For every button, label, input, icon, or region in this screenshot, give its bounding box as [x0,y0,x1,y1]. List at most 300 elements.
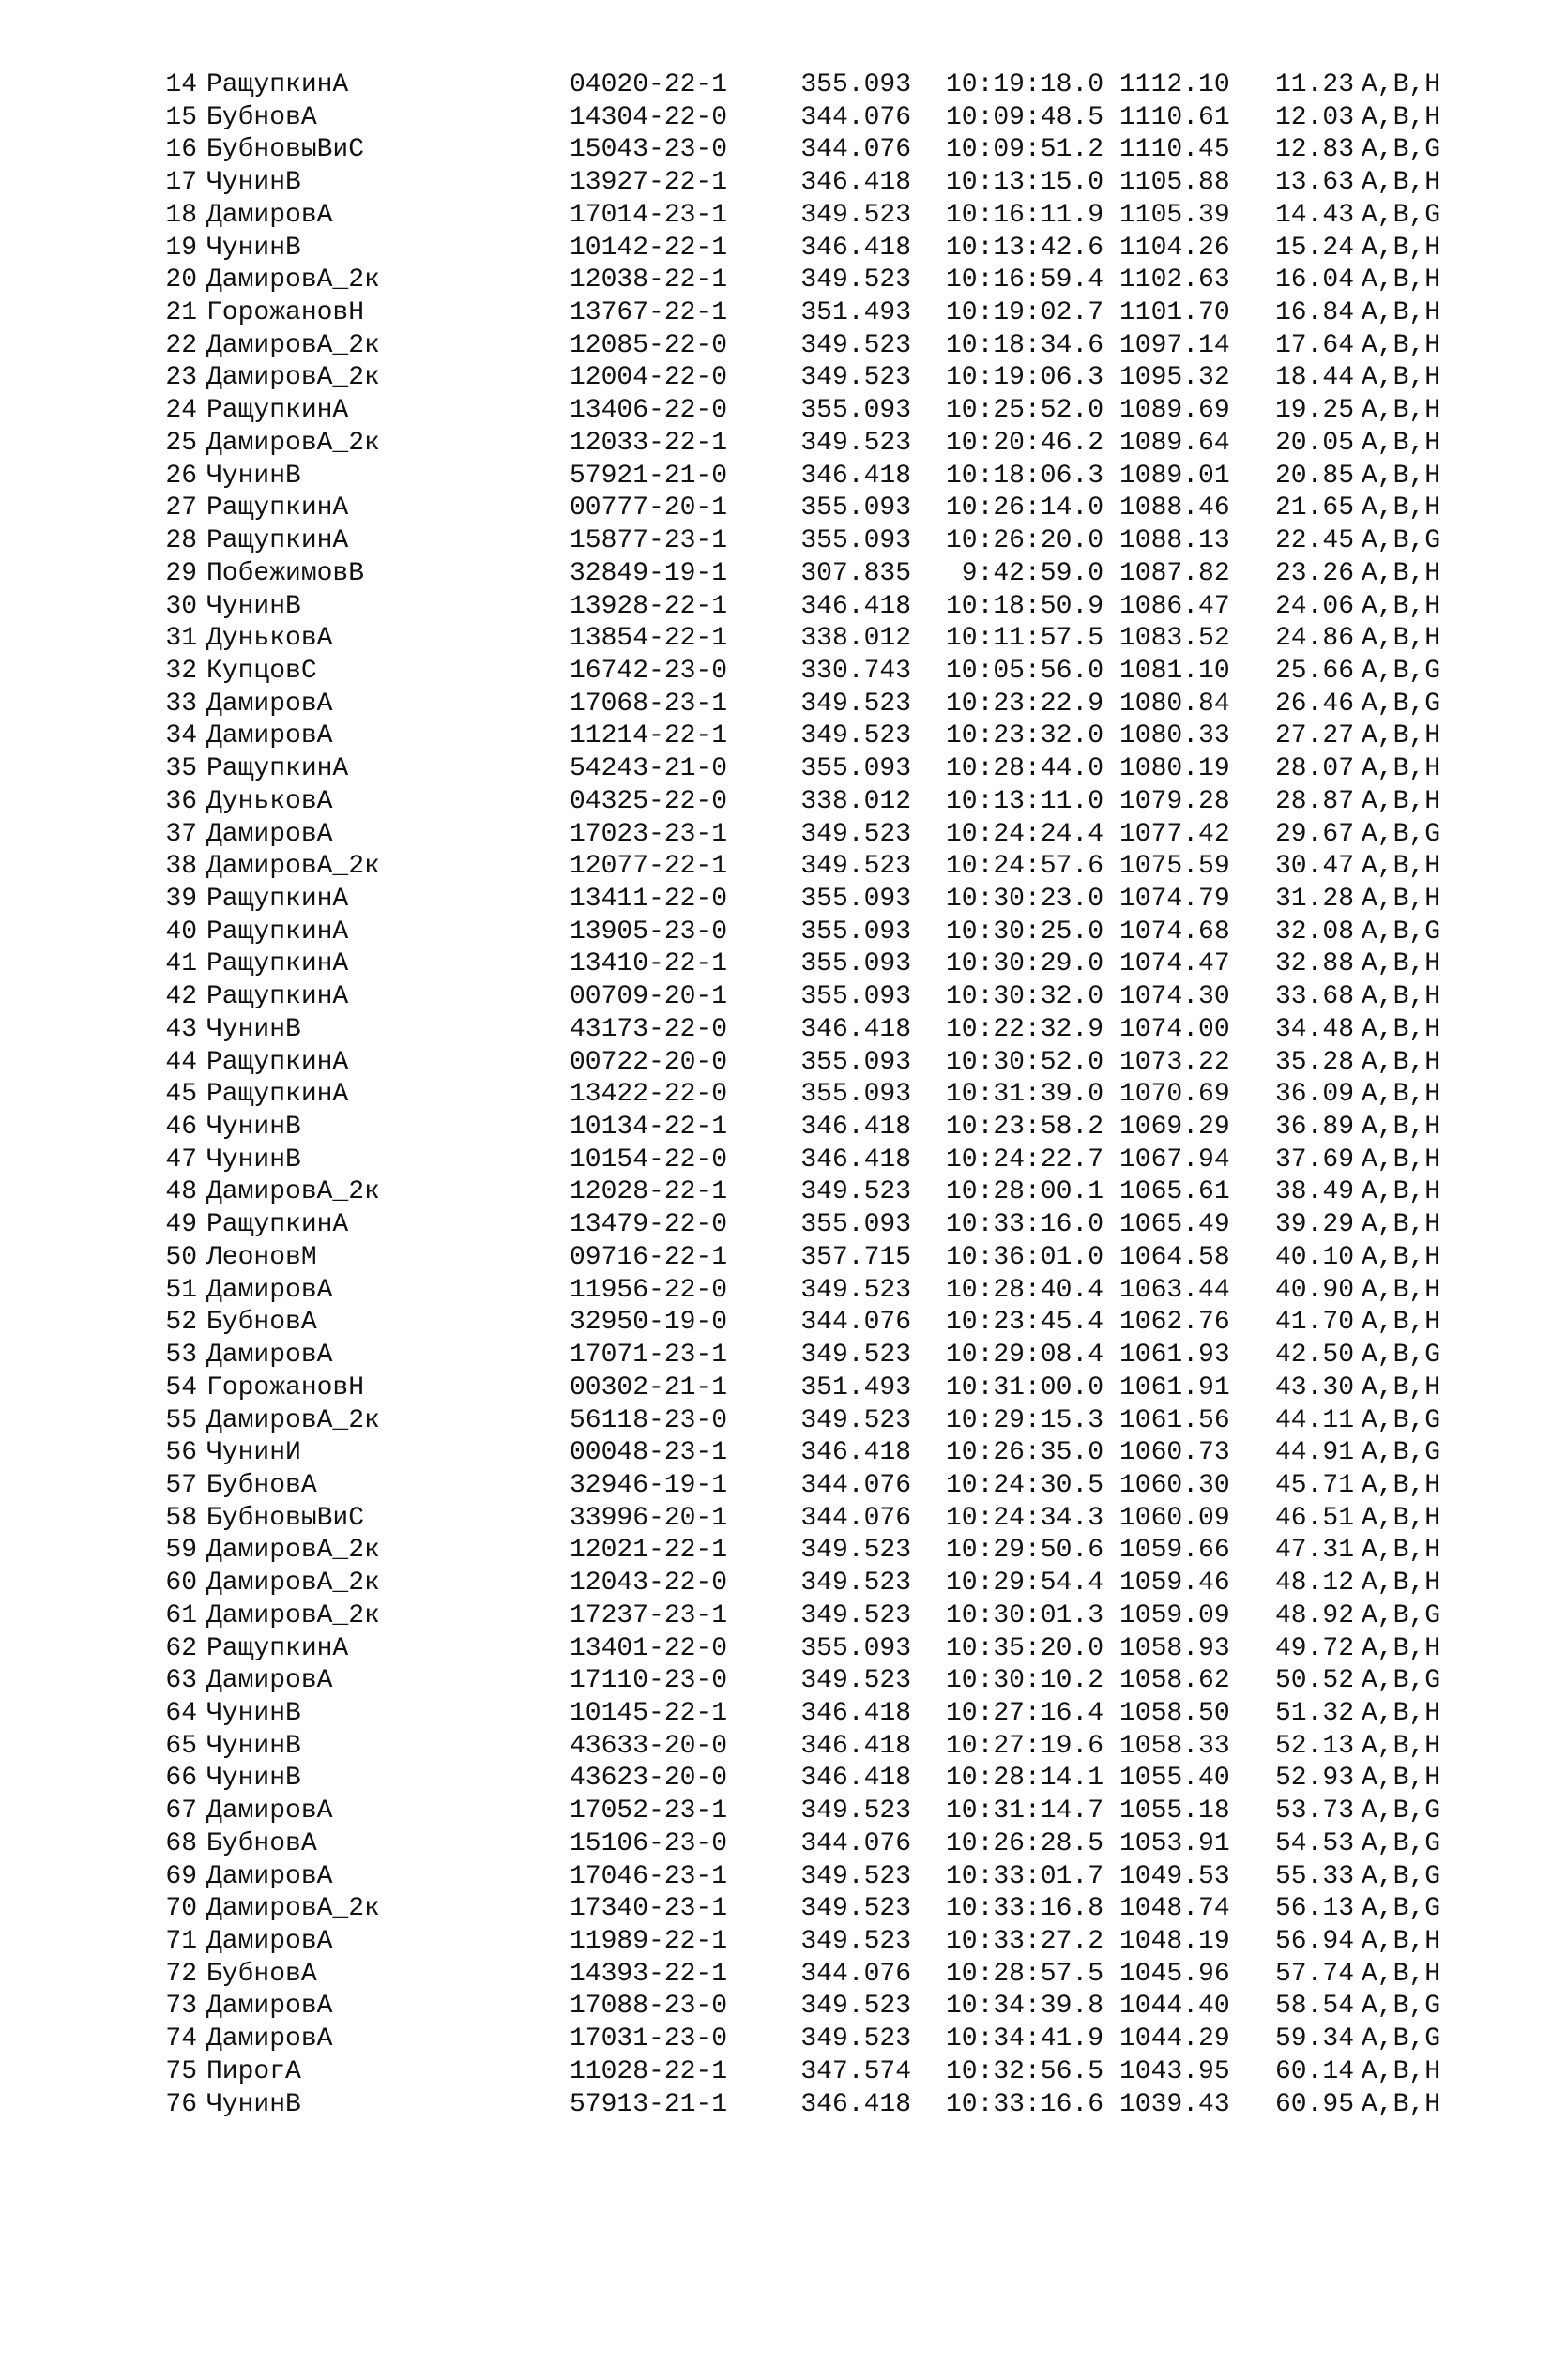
distance-cell: 338.012 [800,624,911,654]
coefficient-cell: 16.84 [1275,298,1355,328]
arrival-time-cell: 10:31:39.0 [945,1080,1103,1110]
place-cell: 23 [165,363,197,393]
ring-number-cell: 17071-23-1 [570,1341,728,1371]
speed-cell: 1049.53 [1119,1861,1230,1891]
speed-cell: 1060.73 [1119,1438,1230,1468]
distance-cell: 349.523 [800,1992,911,2022]
place-cell: 60 [165,1569,197,1599]
arrival-time-cell: 10:29:50.6 [945,1536,1103,1566]
place-cell: 51 [165,1275,197,1305]
fancier-name-cell: БубновА [206,1828,317,1858]
place-cell: 54 [165,1372,197,1402]
place-cell: 38 [165,852,197,882]
ring-number-cell: 12085-22-0 [570,330,728,360]
speed-cell: 1053.91 [1119,1828,1230,1858]
speed-cell: 1048.19 [1119,1927,1230,1957]
speed-cell: 1060.30 [1119,1470,1230,1500]
ring-number-cell: 57913-21-1 [570,2089,728,2119]
category-cell: A,B,H [1362,428,1441,458]
speed-cell: 1058.62 [1119,1666,1230,1696]
table-row [0,1959,1552,1992]
coefficient-cell: 32.88 [1275,949,1355,979]
category-cell: A,B,G [1362,526,1441,556]
distance-cell: 349.523 [800,200,911,230]
distance-cell: 355.093 [800,526,911,556]
fancier-name-cell: ДамировА [206,1861,333,1891]
arrival-time-cell: 10:05:56.0 [945,656,1103,686]
coefficient-cell: 28.07 [1275,754,1355,784]
distance-cell: 351.493 [800,1372,911,1402]
category-cell: A,B,G [1362,689,1441,719]
table-row [0,1568,1552,1600]
fancier-name-cell: РащупкинА [206,949,349,979]
ring-number-cell: 00722-20-0 [570,1047,728,1077]
arrival-time-cell: 10:33:16.6 [945,2089,1103,2119]
arrival-time-cell: 10:26:14.0 [945,493,1103,523]
table-row [0,395,1552,428]
place-cell: 66 [165,1764,197,1794]
category-cell: A,B,H [1362,265,1441,296]
ring-number-cell: 04325-22-0 [570,786,728,816]
place-cell: 59 [165,1536,197,1566]
coefficient-cell: 42.50 [1275,1341,1355,1371]
table-row [0,786,1552,819]
fancier-name-cell: ЧунинВ [206,1764,301,1794]
speed-cell: 1074.79 [1119,885,1230,914]
distance-cell: 349.523 [800,721,911,751]
table-row [0,525,1552,558]
arrival-time-cell: 10:16:59.4 [945,265,1103,296]
place-cell: 39 [165,885,197,914]
arrival-time-cell: 10:31:14.7 [945,1796,1103,1827]
distance-cell: 355.093 [800,70,911,99]
table-row [0,1079,1552,1112]
fancier-name-cell: ДуньковА [206,624,333,654]
speed-cell: 1110.45 [1119,135,1230,165]
arrival-time-cell: 10:33:01.7 [945,1861,1103,1891]
category-cell: A,B,H [1362,1145,1441,1175]
speed-cell: 1077.42 [1119,819,1230,849]
distance-cell: 349.523 [800,265,911,296]
arrival-time-cell: 10:30:25.0 [945,917,1103,947]
coefficient-cell: 28.87 [1275,786,1355,816]
arrival-time-cell: 10:09:51.2 [945,135,1103,165]
distance-cell: 346.418 [800,168,911,198]
fancier-name-cell: ДамировА_2к [206,1177,380,1207]
table-row [0,1047,1552,1080]
speed-cell: 1055.40 [1119,1764,1230,1794]
distance-cell: 344.076 [800,1470,911,1500]
place-cell: 53 [165,1341,197,1371]
fancier-name-cell: РащупкинА [206,1047,349,1077]
arrival-time-cell: 10:30:52.0 [945,1047,1103,1077]
arrival-time-cell: 10:23:32.0 [945,721,1103,751]
distance-cell: 349.523 [800,1894,911,1924]
ring-number-cell: 13928-22-1 [570,591,728,621]
arrival-time-cell: 10:13:42.6 [945,233,1103,263]
table-row [0,2056,1552,2089]
category-cell: A,B,G [1362,1438,1441,1468]
fancier-name-cell: ДамировА_2к [206,852,380,882]
place-cell: 47 [165,1145,197,1175]
place-cell: 62 [165,1633,197,1663]
speed-cell: 1080.33 [1119,721,1230,751]
fancier-name-cell: ЧунинВ [206,1699,301,1728]
table-row [0,948,1552,981]
arrival-time-cell: 10:22:32.9 [945,1014,1103,1044]
fancier-name-cell: ЧунинВ [206,1145,301,1175]
place-cell: 45 [165,1080,197,1110]
speed-cell: 1070.69 [1119,1080,1230,1110]
speed-cell: 1087.82 [1119,558,1230,588]
coefficient-cell: 34.48 [1275,1014,1355,1044]
place-cell: 76 [165,2089,197,2119]
coefficient-cell: 56.13 [1275,1894,1355,1924]
fancier-name-cell: БубновыВиС [206,135,365,165]
ring-number-cell: 14393-22-1 [570,1959,728,1989]
arrival-time-cell: 10:29:15.3 [945,1405,1103,1435]
category-cell: A,B,H [1362,363,1441,393]
arrival-time-cell: 10:30:23.0 [945,885,1103,914]
place-cell: 26 [165,461,197,491]
table-row [0,1437,1552,1470]
category-cell: A,B,H [1362,1275,1441,1305]
table-row [0,1698,1552,1731]
place-cell: 25 [165,428,197,458]
category-cell: A,B,H [1362,1569,1441,1599]
coefficient-cell: 60.95 [1275,2089,1355,2119]
ring-number-cell: 13422-22-0 [570,1080,728,1110]
coefficient-cell: 48.12 [1275,1569,1355,1599]
fancier-name-cell: ПирогА [206,2056,301,2086]
table-row [0,1796,1552,1828]
fancier-name-cell: КупцовС [206,656,317,686]
table-row [0,1763,1552,1796]
ring-number-cell: 11028-22-1 [570,2056,728,2086]
fancier-name-cell: ЧунинВ [206,2089,301,2119]
arrival-time-cell: 10:24:24.4 [945,819,1103,849]
ring-number-cell: 12043-22-0 [570,1569,728,1599]
coefficient-cell: 49.72 [1275,1633,1355,1663]
coefficient-cell: 43.30 [1275,1372,1355,1402]
ring-number-cell: 15106-23-0 [570,1828,728,1858]
category-cell: A,B,H [1362,1113,1441,1143]
ring-number-cell: 17046-23-1 [570,1861,728,1891]
coefficient-cell: 40.90 [1275,1275,1355,1305]
category-cell: A,B,G [1362,2024,1441,2054]
coefficient-cell: 48.92 [1275,1600,1355,1630]
place-cell: 24 [165,396,197,426]
distance-cell: 349.523 [800,1600,911,1630]
category-cell: A,B,H [1362,1242,1441,1272]
arrival-time-cell: 10:13:11.0 [945,786,1103,816]
distance-cell: 346.418 [800,2089,911,2119]
fancier-name-cell: ДамировА_2к [206,1569,380,1599]
distance-cell: 349.523 [800,1177,911,1207]
speed-cell: 1060.09 [1119,1503,1230,1533]
arrival-time-cell: 10:24:22.7 [945,1145,1103,1175]
fancier-name-cell: ДамировА_2к [206,330,380,360]
place-cell: 27 [165,493,197,523]
table-row [0,1242,1552,1275]
arrival-time-cell: 10:28:40.4 [945,1275,1103,1305]
arrival-time-cell: 10:19:18.0 [945,70,1103,99]
arrival-time-cell: 10:19:02.7 [945,298,1103,328]
speed-cell: 1105.39 [1119,200,1230,230]
arrival-time-cell: 10:24:30.5 [945,1470,1103,1500]
coefficient-cell: 45.71 [1275,1470,1355,1500]
place-cell: 20 [165,265,197,296]
ring-number-cell: 57921-21-0 [570,461,728,491]
ring-number-cell: 17110-23-0 [570,1666,728,1696]
category-cell: A,B,H [1362,721,1441,751]
ring-number-cell: 11214-22-1 [570,721,728,751]
category-cell: A,B,H [1362,70,1441,99]
place-cell: 15 [165,102,197,132]
category-cell: A,B,H [1362,2089,1441,2119]
ring-number-cell: 13406-22-0 [570,396,728,426]
category-cell: A,B,H [1362,168,1441,198]
speed-cell: 1044.40 [1119,1992,1230,2022]
coefficient-cell: 38.49 [1275,1177,1355,1207]
distance-cell: 355.093 [800,1047,911,1077]
distance-cell: 355.093 [800,1080,911,1110]
arrival-time-cell: 10:23:45.4 [945,1308,1103,1338]
coefficient-cell: 16.04 [1275,265,1355,296]
ring-number-cell: 00048-23-1 [570,1438,728,1468]
fancier-name-cell: ЧунинИ [206,1438,301,1468]
fancier-name-cell: ДамировА [206,1341,333,1371]
ring-number-cell: 10134-22-1 [570,1113,728,1143]
fancier-name-cell: БубновА [206,1959,317,1989]
category-cell: A,B,H [1362,1308,1441,1338]
arrival-time-cell: 10:35:20.0 [945,1633,1103,1663]
place-cell: 21 [165,298,197,328]
coefficient-cell: 37.69 [1275,1145,1355,1175]
category-cell: A,B,H [1362,1470,1441,1500]
fancier-name-cell: ГорожановН [206,298,365,328]
coefficient-cell: 18.44 [1275,363,1355,393]
distance-cell: 355.093 [800,754,911,784]
coefficient-cell: 23.26 [1275,558,1355,588]
place-cell: 50 [165,1242,197,1272]
ring-number-cell: 13401-22-0 [570,1633,728,1663]
ring-number-cell: 00777-20-1 [570,493,728,523]
fancier-name-cell: ДамировА [206,1796,333,1827]
table-row [0,591,1552,624]
coefficient-cell: 25.66 [1275,656,1355,686]
category-cell: A,B,H [1362,624,1441,654]
category-cell: A,B,G [1362,135,1441,165]
table-row [0,981,1552,1014]
distance-cell: 349.523 [800,819,911,849]
place-cell: 71 [165,1927,197,1957]
arrival-time-cell: 10:34:39.8 [945,1992,1103,2022]
fancier-name-cell: ДамировА_2к [206,1600,380,1630]
distance-cell: 355.093 [800,396,911,426]
ring-number-cell: 11989-22-1 [570,1927,728,1957]
fancier-name-cell: РащупкинА [206,1633,349,1663]
fancier-name-cell: ДамировА [206,1927,333,1957]
table-row [0,1470,1552,1503]
table-row [0,1861,1552,1894]
speed-cell: 1063.44 [1119,1275,1230,1305]
table-row [0,2024,1552,2056]
place-cell: 34 [165,721,197,751]
place-cell: 18 [165,200,197,230]
coefficient-cell: 27.27 [1275,721,1355,751]
speed-cell: 1062.76 [1119,1308,1230,1338]
fancier-name-cell: ДамировА_2к [206,1894,380,1924]
distance-cell: 346.418 [800,233,911,263]
fancier-name-cell: РащупкинА [206,396,349,426]
place-cell: 75 [165,2056,197,2086]
place-cell: 46 [165,1113,197,1143]
arrival-time-cell: 10:33:16.8 [945,1894,1103,1924]
table-row [0,1926,1552,1959]
place-cell: 63 [165,1666,197,1696]
fancier-name-cell: ГорожановН [206,1372,365,1402]
category-cell: A,B,G [1362,1894,1441,1924]
coefficient-cell: 31.28 [1275,885,1355,914]
arrival-time-cell: 10:26:35.0 [945,1438,1103,1468]
category-cell: A,B,H [1362,396,1441,426]
distance-cell: 355.093 [800,493,911,523]
coefficient-cell: 50.52 [1275,1666,1355,1696]
distance-cell: 346.418 [800,591,911,621]
distance-cell: 344.076 [800,1503,911,1533]
category-cell: A,B,H [1362,885,1441,914]
category-cell: A,B,H [1362,754,1441,784]
speed-cell: 1039.43 [1119,2089,1230,2119]
fancier-name-cell: ЧунинВ [206,461,301,491]
arrival-time-cell: 10:25:52.0 [945,396,1103,426]
table-row [0,1176,1552,1209]
distance-cell: 355.093 [800,885,911,914]
table-row [0,1307,1552,1340]
distance-cell: 349.523 [800,1569,911,1599]
ring-number-cell: 16742-23-0 [570,656,728,686]
speed-cell: 1067.94 [1119,1145,1230,1175]
arrival-time-cell: 10:33:16.0 [945,1210,1103,1240]
speed-cell: 1089.69 [1119,396,1230,426]
coefficient-cell: 55.33 [1275,1861,1355,1891]
place-cell: 35 [165,754,197,784]
coefficient-cell: 32.08 [1275,917,1355,947]
speed-cell: 1074.00 [1119,1014,1230,1044]
ring-number-cell: 17068-23-1 [570,689,728,719]
ring-number-cell: 43623-20-0 [570,1764,728,1794]
place-cell: 73 [165,1992,197,2022]
speed-cell: 1069.29 [1119,1113,1230,1143]
table-row [0,884,1552,917]
arrival-time-cell: 10:26:28.5 [945,1828,1103,1858]
table-row [0,1665,1552,1698]
fancier-name-cell: ЧунинВ [206,1113,301,1143]
place-cell: 61 [165,1600,197,1630]
fancier-name-cell: ДамировА [206,1992,333,2022]
coefficient-cell: 58.54 [1275,1992,1355,2022]
distance-cell: 346.418 [800,1113,911,1143]
speed-cell: 1089.64 [1119,428,1230,458]
speed-cell: 1089.01 [1119,461,1230,491]
category-cell: A,B,H [1362,1372,1441,1402]
table-row [0,200,1552,233]
coefficient-cell: 15.24 [1275,233,1355,263]
place-cell: 44 [165,1047,197,1077]
speed-cell: 1055.18 [1119,1796,1230,1827]
ring-number-cell: 56118-23-0 [570,1405,728,1435]
table-row [0,656,1552,689]
table-row [0,917,1552,949]
distance-cell: 346.418 [800,1438,911,1468]
speed-cell: 1048.74 [1119,1894,1230,1924]
ring-number-cell: 12028-22-1 [570,1177,728,1207]
fancier-name-cell: ДамировА_2к [206,1405,380,1435]
coefficient-cell: 46.51 [1275,1503,1355,1533]
speed-cell: 1095.32 [1119,363,1230,393]
category-cell: A,B,H [1362,233,1441,263]
category-cell: A,B,H [1362,591,1441,621]
category-cell: A,B,H [1362,982,1441,1012]
fancier-name-cell: ЧунинВ [206,1731,301,1761]
distance-cell: 349.523 [800,1927,911,1957]
fancier-name-cell: ЧунинВ [206,591,301,621]
place-cell: 22 [165,330,197,360]
arrival-time-cell: 10:16:11.9 [945,200,1103,230]
coefficient-cell: 39.29 [1275,1210,1355,1240]
arrival-time-cell: 10:18:34.6 [945,330,1103,360]
arrival-time-cell: 10:31:00.0 [945,1372,1103,1402]
table-row [0,1893,1552,1926]
coefficient-cell: 12.83 [1275,135,1355,165]
fancier-name-cell: ДуньковА [206,786,333,816]
speed-cell: 1045.96 [1119,1959,1230,1989]
speed-cell: 1044.29 [1119,2024,1230,2054]
speed-cell: 1112.10 [1119,70,1230,99]
place-cell: 49 [165,1210,197,1240]
distance-cell: 349.523 [800,1861,911,1891]
arrival-time-cell: 10:23:22.9 [945,689,1103,719]
place-cell: 32 [165,656,197,686]
ring-number-cell: 09716-22-1 [570,1242,728,1272]
speed-cell: 1079.28 [1119,786,1230,816]
ring-number-cell: 17237-23-1 [570,1600,728,1630]
coefficient-cell: 51.32 [1275,1699,1355,1728]
coefficient-cell: 52.13 [1275,1731,1355,1761]
distance-cell: 349.523 [800,1666,911,1696]
speed-cell: 1064.58 [1119,1242,1230,1272]
coefficient-cell: 40.10 [1275,1242,1355,1272]
arrival-time-cell: 10:19:06.3 [945,363,1103,393]
table-row [0,1503,1552,1536]
distance-cell: 346.418 [800,1014,911,1044]
distance-cell: 346.418 [800,1145,911,1175]
speed-cell: 1105.88 [1119,168,1230,198]
table-row [0,1014,1552,1047]
table-row [0,851,1552,884]
ring-number-cell: 10145-22-1 [570,1699,728,1728]
coefficient-cell: 41.70 [1275,1308,1355,1338]
ring-number-cell: 12033-22-1 [570,428,728,458]
table-row [0,265,1552,297]
ring-number-cell: 13854-22-1 [570,624,728,654]
category-cell: A,B,G [1362,656,1441,686]
fancier-name-cell: БубновА [206,102,317,132]
table-row [0,1209,1552,1242]
speed-cell: 1101.70 [1119,298,1230,328]
fancier-name-cell: ДамировА [206,689,333,719]
